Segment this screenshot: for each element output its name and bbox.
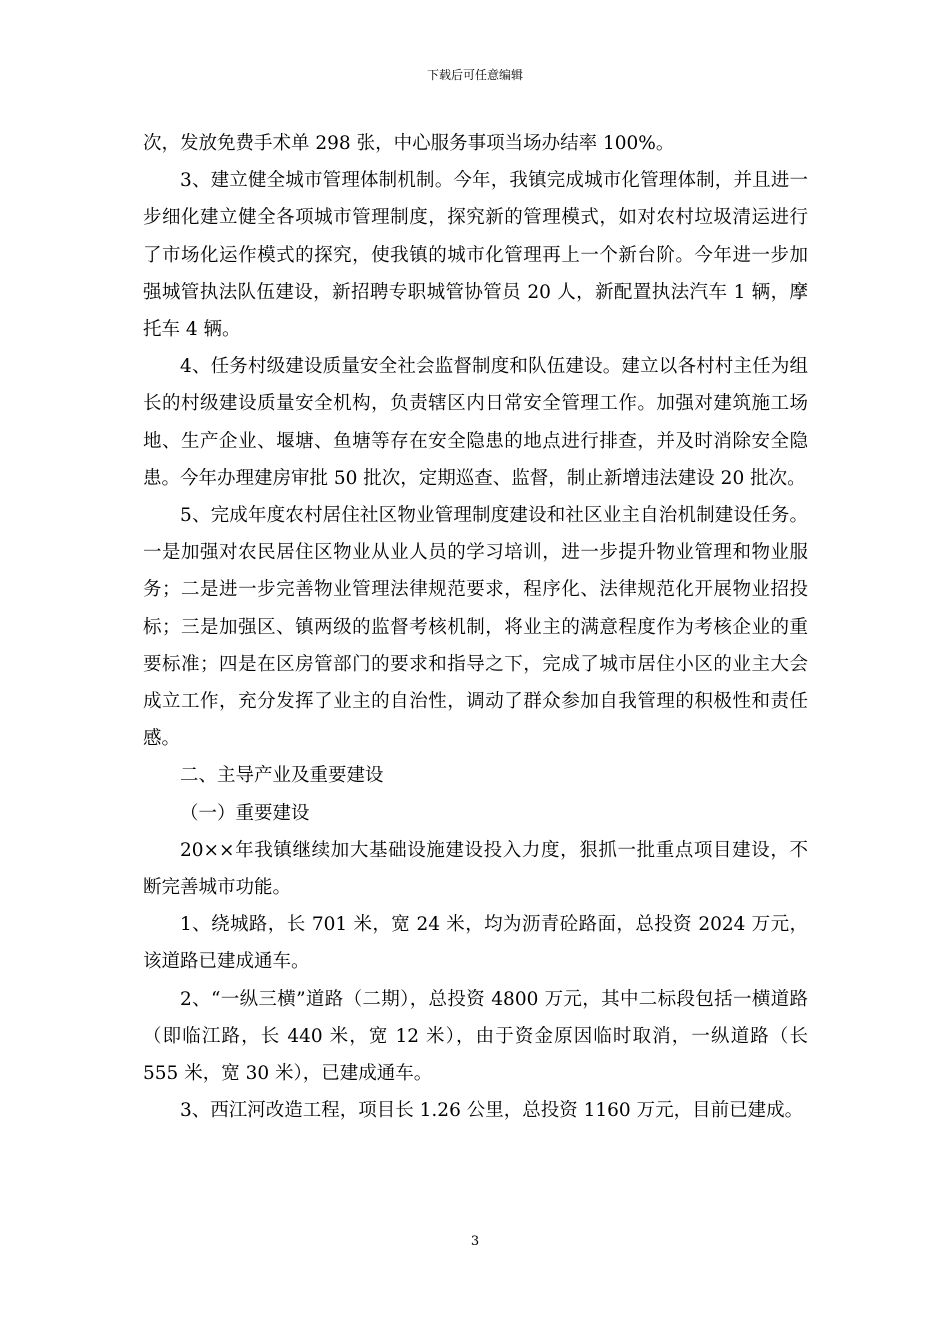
page-header: 下载后可任意编辑	[426, 68, 523, 82]
page-number: 3	[470, 1234, 480, 1249]
paragraph: 次，发放免费手术单 298 张，中心服务事项当场办结率 100%。	[143, 133, 675, 154]
section-heading: 二、主导产业及重要建设	[180, 765, 384, 787]
paragraph: 3、建立健全城市管理体制机制。今年，我镇完成城市化管理体制，并且进一步细化建立健全各项城市管理制度，探究新的管理模式，如对农村垃圾清运进行了市场化运作模式的探究，使我镇的城市化管理再上一个新台阶。今年进一步加强城管执法队伍建设，新招聘专职城管协管员 20 人，新配置执法汽车 1 辆，摩托车 4 辆。	[143, 170, 808, 341]
paragraph: 5、完成年度农村居住社区物业管理制度建设和社区业主自治机制建设任务。一是加强对农民居住区物业从业人员的学习培训，进一步提升物业管理和物业服务；二是进一步完善物业管理法律规范要求，程序化、法律规范化开展物业招投标；三是加强区、镇两级的监督考核机制，将业主的满意程度作为考核企业的重要标准；四是在区房管部门的要求和指导之下，完成了城市居住小区的业主大会成立工作，充分发挥了业主的自治性，调动了群众参加自我管理的积极性和责任感。	[143, 505, 808, 750]
paragraph: 1、绕城路，长 701 米，宽 24 米，均为沥青砼路面，总投资 2024 万元，该道路已建成通车。	[143, 914, 808, 973]
subsection-heading: （一）重要建设	[180, 802, 310, 824]
paragraph: 3、西江河改造工程，项目长 1.26 公里，总投资 1160 万元，目前已建成。	[180, 1100, 804, 1122]
paragraph: 20××年我镇继续加大基础设施建设投入力度，狠抓一批重点项目建设，不断完善城市功能。	[143, 839, 808, 899]
paragraph: 2、“一纵三横”道路（二期），总投资 4800 万元，其中二标段包括一横道路（即临江路，长 440 米，宽 12 米），由于资金原因临时取消，一纵道路（长 555 米，宽 30 米），已建成通车。	[143, 988, 808, 1085]
document-body	[143, 125, 808, 1129]
paragraph: 4、任务村级建设质量安全社会监督制度和队伍建设。建立以各村村主任为组长的村级建设质量安全机构，负责辖区内日常安全管理工作。加强对建筑施工场地、生产企业、堰塘、鱼塘等存在安全隐患的地点进行排查，并及时消除安全隐患。今年办理建房审批 50 批次，定期巡查、监督，制止新增违法建设 20 批次。	[143, 356, 808, 489]
